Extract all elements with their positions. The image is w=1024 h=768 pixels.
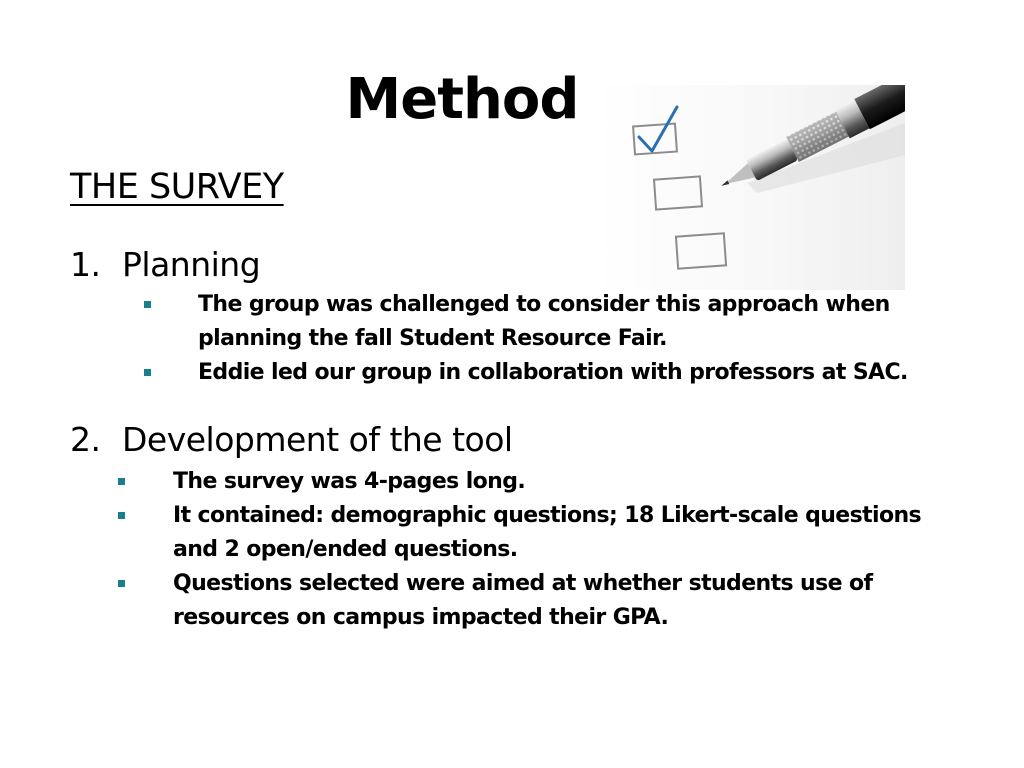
item-number: 2. <box>70 420 101 459</box>
bullet-item <box>173 499 933 567</box>
pen-checklist-icon <box>597 85 905 290</box>
bullet-text: Questions selected were aimed at whether students use of resources on campus impacted their GPA. <box>173 571 873 630</box>
planning-bullet-list <box>198 288 958 390</box>
square-bullet-icon <box>118 478 125 485</box>
item-heading-planning <box>70 244 260 286</box>
item-number: 1. <box>70 245 101 284</box>
item-title: Planning <box>122 245 261 284</box>
item-heading-development <box>70 419 513 461</box>
bullet-item <box>198 356 958 390</box>
section-heading: THE SURVEY <box>70 167 284 207</box>
square-bullet-icon <box>118 580 125 587</box>
item-title: Development of the tool <box>122 420 513 459</box>
bullet-text: It contained: demographic questions; 18 Likert-scale questions and 2 open/ended questions. <box>173 503 922 562</box>
bullet-item <box>173 567 933 635</box>
bullet-text: The survey was 4-pages long. <box>173 469 526 494</box>
development-bullet-list <box>173 465 933 635</box>
square-bullet-icon <box>144 369 151 376</box>
square-bullet-icon <box>144 301 151 308</box>
square-bullet-icon <box>118 512 125 519</box>
bullet-text: Eddie led our group in collaboration with professors at SAC. <box>198 360 908 385</box>
slide-title: Method <box>345 67 579 132</box>
bullet-item <box>173 465 933 499</box>
bullet-text: The group was challenged to consider this approach when planning the fall Student Resource Fair. <box>198 292 890 351</box>
bullet-item <box>198 288 958 356</box>
